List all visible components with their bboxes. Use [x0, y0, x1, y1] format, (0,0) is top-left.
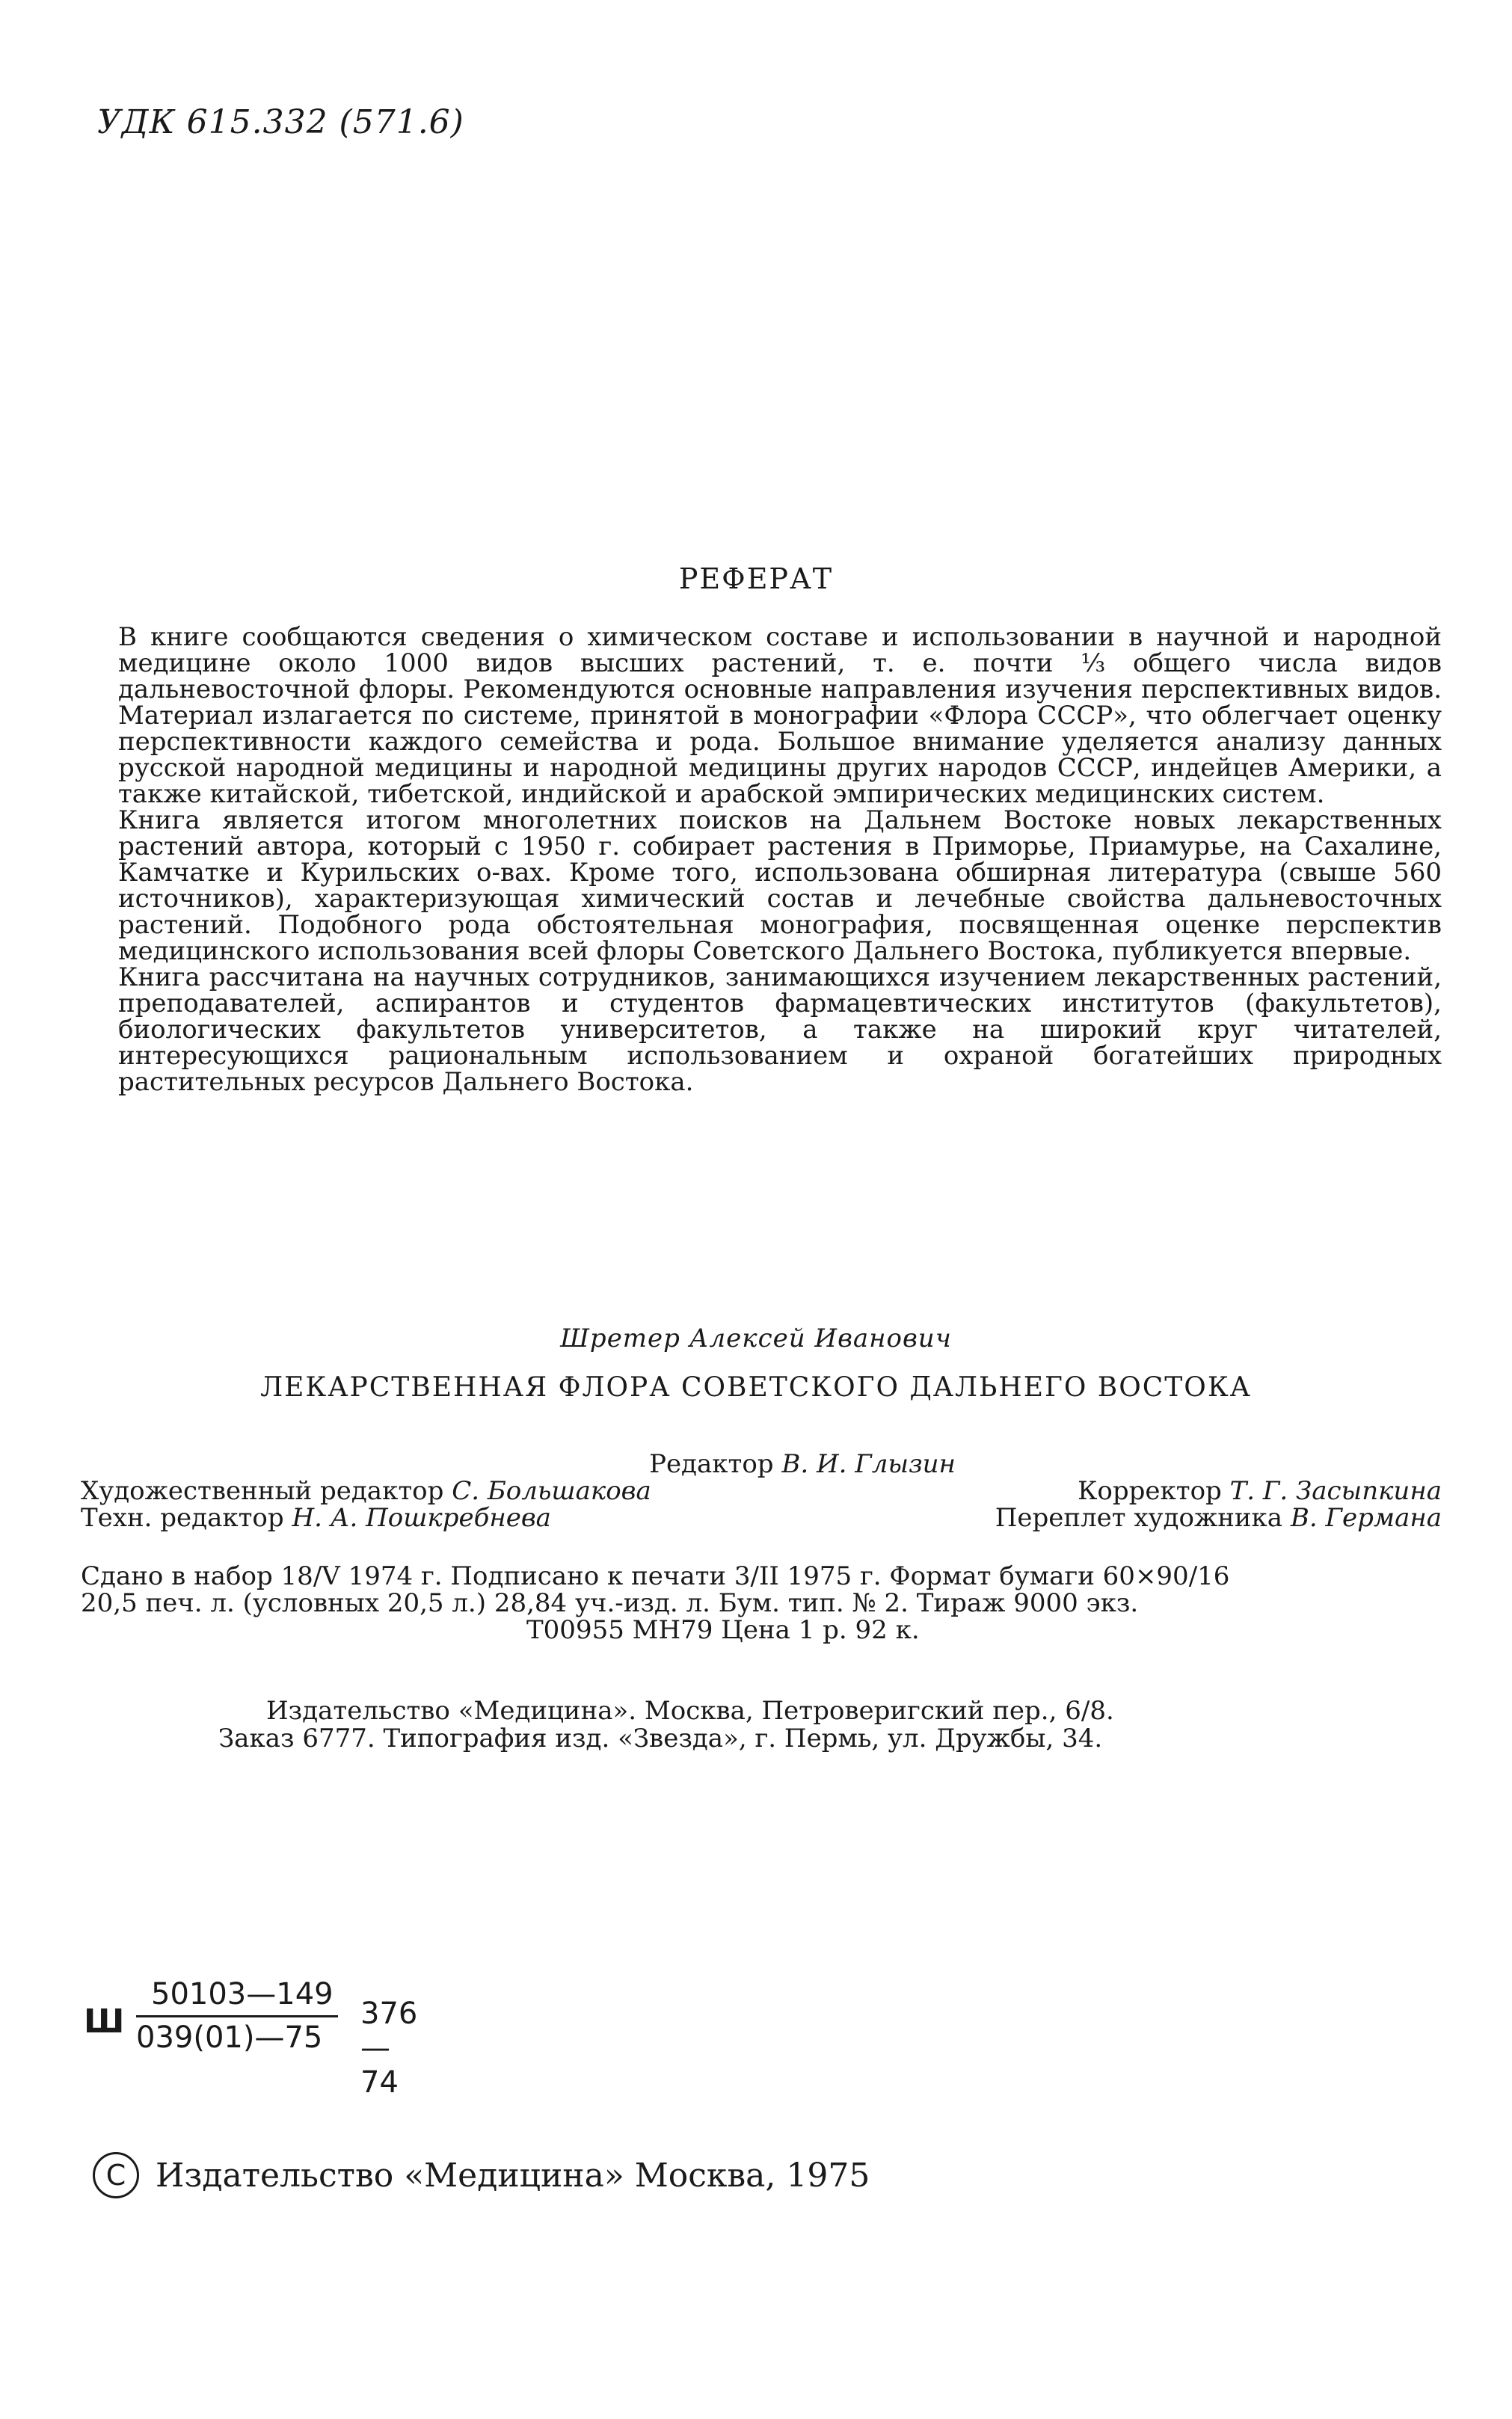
editor-line	[81, 1451, 1442, 1478]
fraction-bar	[136, 2015, 338, 2017]
editor-label: Редактор	[649, 1449, 774, 1479]
binding-label: Переплет художника	[995, 1503, 1283, 1533]
tech-editor-name: Н. А. Пошкребнева	[292, 1503, 551, 1533]
print-info-line-1: Сдано в набор 18/V 1974 г. Подписано к печати 3/II 1975 г. Формат бумаги 60×90/16	[81, 1561, 1230, 1591]
proofreader-label: Корректор	[1078, 1476, 1222, 1506]
tech-editor-row	[81, 1504, 1442, 1531]
abstract-paragraph-1: В книге сообщаются сведения о химическом составе и использовании в научной и народной медицине около 1000 видов высших растений, т. е. почти ⅓ общего числа видов дальневосточной флоры. Рекомендуются основные направления изучения перспективных видов. Материал излагается по системе, принятой в монографии «Флора СССР», что облегчает оценку перспективности каждого семейства и рода. Большое внимание уделяется анализу данных русской народной медицины и народной медицины других народов СССР, индейцев Америки, а также китайской, тибетской, индийской и арабской эмпирических медицинских систем.	[118, 622, 1442, 809]
publisher-info	[0, 1697, 1512, 1753]
credits-block	[81, 1451, 1442, 1531]
print-info-line-3: Т00955 МН79 Цена 1 р. 92 к.	[526, 1615, 920, 1645]
author-name: Шретер Алексей Иванович	[560, 1324, 952, 1353]
udk-code: УДК 615.332 (571.6)	[97, 103, 464, 141]
index-letter: Ш	[84, 2002, 125, 2041]
binding-artist: В. Германа	[1290, 1503, 1442, 1533]
copyright-line	[93, 2152, 870, 2198]
copyright-icon: C	[93, 2152, 139, 2198]
copyright-text: Издательство «Медицина» Москва, 1975	[156, 2156, 870, 2195]
publisher-line-2: Заказ 6777. Типография изд. «Звезда», г. Пермь, ул. Дружбы, 34.	[218, 1724, 1103, 1753]
abstract-paragraph-3: Книга рассчитана на научных сотрудников, занимающихся изучением лекарственных растений, преподавателей, аспирантов и студентов фармацевтических институтов (факультетов), биологических факультетов университетов, а также на широкий круг читателей, интересующихся рациональным использованием и охраной богатейших природных растительных ресурсов Дальнего Востока.	[118, 962, 1442, 1097]
proofreader-line	[1078, 1478, 1442, 1504]
art-editor-row	[81, 1478, 1442, 1504]
tech-editor-label: Техн. редактор	[81, 1503, 284, 1533]
art-editor-line	[81, 1478, 651, 1504]
art-editor-name: С. Большакова	[452, 1476, 651, 1506]
index-denominator: 039(01)—75	[136, 2020, 323, 2055]
abstract-title: РЕФЕРАТ	[678, 562, 834, 595]
print-info	[81, 1563, 1442, 1644]
index-numerator: 50103—149	[151, 1977, 334, 2011]
book-title: ЛЕКАРСТВЕННАЯ ФЛОРА СОВЕТСКОГО ДАЛЬНЕГО ВОСТОКА	[260, 1372, 1252, 1403]
abstract-body	[118, 624, 1442, 1095]
tech-editor-line	[81, 1504, 551, 1531]
abstract-paragraph-2: Книга является итогом многолетних поисков на Дальнем Востоке новых лекарственных растений автора, который с 1950 г. собирает растения в Приморье, Приамурье, на Сахалине, Камчатке и Курильских о-вах. Кроме того, использована обширная литература (свыше 560 источников), характеризующая химический состав и лечебные свойства дальневосточных растений. Подобного рода обстоятельная монография, посвященная оценке перспектив медицинского использования всей флоры Советского Дальнего Востока, публикуется впервые.	[118, 805, 1442, 966]
index-suffix: 376—74	[360, 1997, 418, 2100]
art-editor-label: Художественный редактор	[81, 1476, 444, 1506]
print-info-line-2: 20,5 печ. л. (условных 20,5 л.) 28,84 уч.-изд. л. Бум. тип. № 2. Тираж 9000 экз.	[81, 1588, 1139, 1618]
proofreader-name: Т. Г. Засыпкина	[1229, 1476, 1442, 1506]
editor-name: В. И. Глызин	[781, 1449, 956, 1479]
binding-line	[995, 1504, 1442, 1531]
publisher-line-1: Издательство «Медицина». Москва, Петроверигский пер., 6/8.	[266, 1696, 1114, 1726]
